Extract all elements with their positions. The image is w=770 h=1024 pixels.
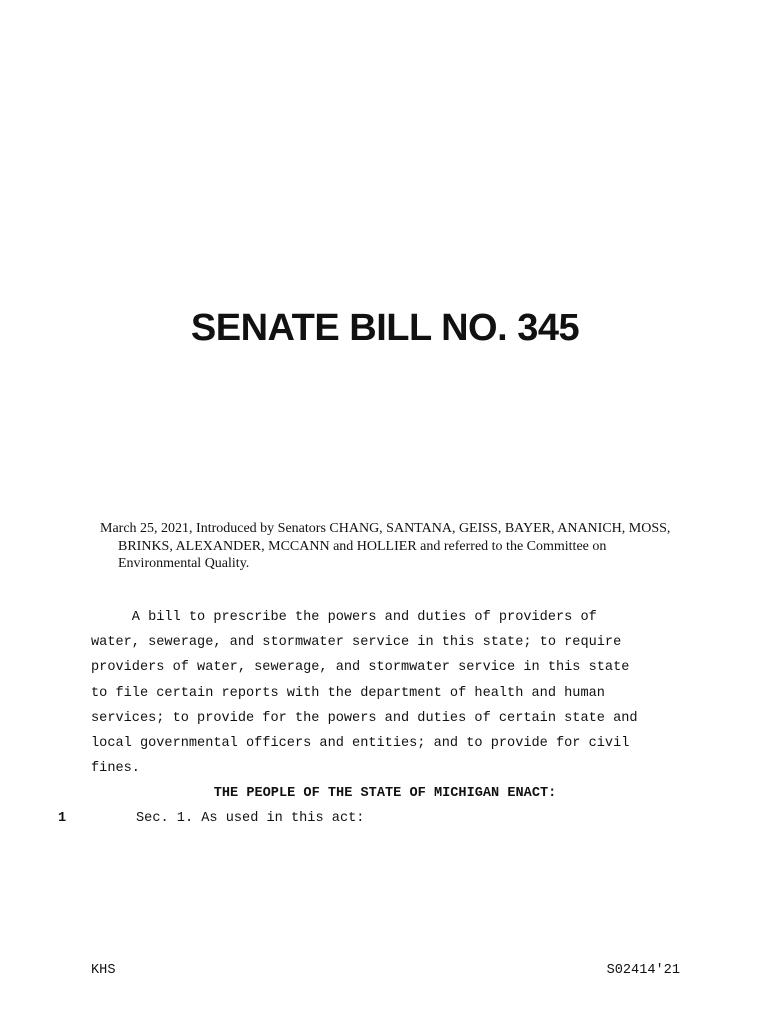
bill-description-line: A bill to prescribe the powers and duties of providers of — [91, 610, 597, 625]
bill-description-line: fines. — [91, 761, 140, 777]
bill-description-line: local governmental officers and entities; and to provide for civil — [91, 736, 630, 752]
bill-title: SENATE BILL NO. 345 — [190, 307, 580, 349]
introduction-paragraph: March 25, 2021, Introduced by Senators CHANG, SANTANA, GEISS, BAYER, ANANICH, MOSS, BRINKS, ALEXANDER, MCCANN and HOLLIER and referred to the Committee on Environmental Quality. — [100, 521, 671, 571]
bill-description-line: water, sewerage, and stormwater service in this state; to require — [91, 635, 622, 651]
bill-description-line: services; to provide for the powers and duties of certain state and — [91, 710, 638, 726]
line-number: 1 — [58, 811, 67, 826]
bill-description-line: providers of water, sewerage, and stormwater service in this state — [91, 660, 630, 676]
section-1-text: Sec. 1. As used in this act: — [136, 811, 365, 826]
enacting-clause: THE PEOPLE OF THE STATE OF MICHIGAN ENACT: — [213, 786, 557, 801]
bill-description — [91, 605, 691, 781]
footer-document-code: S02414'21 — [606, 963, 680, 978]
footer-initials: KHS — [91, 963, 116, 978]
bill-description-line: to file certain reports with the department of health and human — [91, 685, 605, 701]
